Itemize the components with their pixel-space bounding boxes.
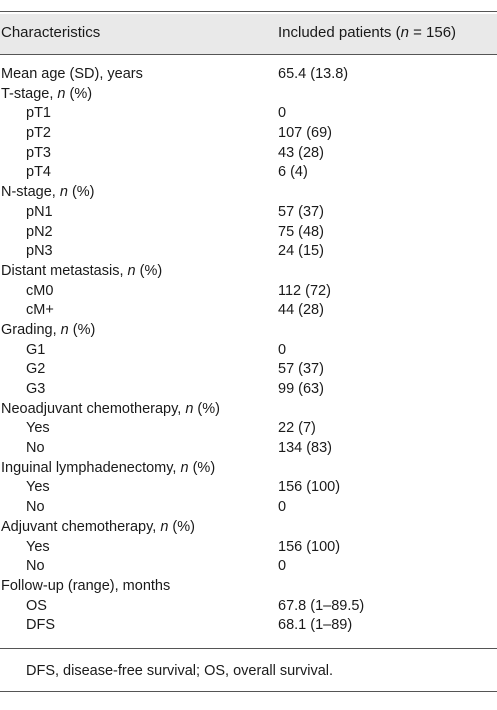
row-label-text: G2 <box>26 361 46 378</box>
row-label-italic: n <box>127 262 136 279</box>
table-row <box>0 557 497 577</box>
row-label <box>26 203 53 223</box>
row-label-text: Distant metastasis, <box>1 262 128 279</box>
table-row <box>0 144 497 164</box>
row-label-suffix: (%) <box>188 459 216 476</box>
row-value: 57 (37) <box>278 361 324 378</box>
row-label <box>26 124 51 144</box>
row-label <box>26 419 50 439</box>
table-row <box>0 282 497 302</box>
row-label-suffix: (%) <box>193 400 220 417</box>
row-label <box>1 262 162 282</box>
row-label <box>1 577 170 597</box>
table-body <box>0 65 497 636</box>
row-label <box>26 439 45 459</box>
row-label-text: Inguinal lymphadenectomy, <box>1 459 181 476</box>
table-top-rule <box>0 11 497 12</box>
row-label-text: pT1 <box>26 105 51 122</box>
table-header-rule <box>0 54 497 55</box>
row-label-suffix: (%) <box>67 184 95 201</box>
row-label-text: Adjuvant chemotherapy, <box>1 518 161 535</box>
row-value: 22 (7) <box>278 420 316 437</box>
row-label-text: pT4 <box>26 164 51 181</box>
table-row <box>0 242 497 262</box>
row-value: 24 (15) <box>278 243 324 260</box>
row-label-text: cM0 <box>26 282 54 299</box>
table-row <box>0 85 497 105</box>
header-text-prefix: Included patients ( <box>278 24 401 41</box>
table-row <box>0 124 497 144</box>
row-label <box>26 282 53 302</box>
row-label-text: No <box>26 440 45 457</box>
row-label <box>26 597 47 617</box>
row-value: 0 <box>278 341 287 358</box>
row-label-italic: n <box>60 321 69 338</box>
row-label-text: G1 <box>26 341 46 358</box>
row-label <box>26 498 45 518</box>
row-value: 75 (48) <box>278 223 324 240</box>
row-value: 99 (63) <box>278 381 324 397</box>
header-text-suffix: = 156) <box>408 24 457 41</box>
row-label-text: Yes <box>26 479 50 496</box>
row-label-text: Mean age (SD), years <box>1 66 143 82</box>
table-row <box>0 163 497 183</box>
row-label-text: pN1 <box>26 203 53 220</box>
row-label <box>26 538 50 558</box>
row-label-suffix: (%) <box>68 321 96 338</box>
row-label-text: Follow-up (range), months <box>1 577 171 594</box>
table-row <box>0 478 497 498</box>
row-label <box>26 104 51 124</box>
table-row <box>0 616 497 636</box>
table-row <box>0 439 497 459</box>
row-value: 134 (83) <box>278 440 333 457</box>
row-label <box>1 85 92 105</box>
row-label <box>26 360 45 380</box>
table-row <box>0 419 497 439</box>
row-label <box>1 459 215 479</box>
row-value: 0 <box>278 558 287 575</box>
row-label <box>26 616 55 636</box>
row-value: 112 (72) <box>278 282 331 299</box>
table-footnote: DFS, disease-free survival; OS, overall survival. <box>26 663 334 679</box>
row-value: 107 (69) <box>278 125 333 142</box>
header-characteristics: Characteristics <box>1 24 101 41</box>
table-row <box>0 301 497 321</box>
table-row <box>0 223 497 243</box>
table-row <box>0 597 497 617</box>
row-label <box>1 400 220 420</box>
table-row <box>0 538 497 558</box>
row-value: 0 <box>278 499 287 516</box>
table-row <box>0 203 497 223</box>
table-row <box>0 459 497 479</box>
table-row <box>0 577 497 597</box>
table-row <box>0 262 497 282</box>
table-row <box>0 360 497 380</box>
row-label <box>1 183 95 203</box>
table-row <box>0 183 497 203</box>
row-value: 6 (4) <box>278 164 308 181</box>
row-value: 68.1 (1–89) <box>278 617 353 634</box>
row-label-italic: n <box>180 459 189 476</box>
row-label-italic: n <box>160 518 169 535</box>
row-value: 43 (28) <box>278 144 324 161</box>
row-label-text: No <box>26 558 45 575</box>
table-row <box>0 380 497 400</box>
header-n-italic: n <box>400 24 409 41</box>
table-row <box>0 104 497 124</box>
row-label <box>26 242 53 262</box>
row-label-italic: n <box>57 85 66 102</box>
row-label <box>1 321 95 341</box>
row-label-italic: n <box>185 400 194 417</box>
row-value: 156 (100) <box>278 479 341 496</box>
row-value: 156 (100) <box>278 538 341 555</box>
header-included-patients <box>278 23 456 43</box>
row-label <box>26 380 45 400</box>
row-label-text: pT2 <box>26 125 51 142</box>
row-label-text: Yes <box>26 420 50 437</box>
table-row <box>0 518 497 538</box>
row-label-text: N-stage, <box>1 184 60 201</box>
table-row <box>0 65 497 85</box>
row-label-suffix: (%) <box>168 518 195 535</box>
table-row <box>0 341 497 361</box>
row-label-suffix: (%) <box>135 262 163 279</box>
row-label <box>26 223 53 243</box>
row-label <box>26 163 51 183</box>
row-label <box>26 557 45 577</box>
row-label-text: DFS <box>26 617 55 634</box>
row-label-italic: n <box>59 184 68 201</box>
row-label <box>1 65 143 85</box>
row-label-text: OS <box>26 597 47 614</box>
row-label <box>26 301 54 321</box>
row-label-suffix: (%) <box>65 85 93 102</box>
row-value: 0 <box>278 105 287 122</box>
row-label-text: Grading, <box>1 321 61 338</box>
row-label-text: pT3 <box>26 144 51 161</box>
footnote-bottom-rule <box>0 691 497 692</box>
row-label-text: G3 <box>26 381 46 397</box>
row-label-text: cM+ <box>26 302 54 319</box>
row-label <box>26 144 51 164</box>
row-value: 65.4 (13.8) <box>278 66 349 82</box>
row-label <box>26 341 45 361</box>
table-row <box>0 400 497 420</box>
row-label-text: pN2 <box>26 223 53 240</box>
row-label-text: T-stage, <box>1 85 58 102</box>
row-label-text: pN3 <box>26 243 53 260</box>
row-label-text: Yes <box>26 538 50 555</box>
table-row <box>0 498 497 518</box>
row-label-text: No <box>26 499 45 516</box>
table-row <box>0 321 497 341</box>
row-value: 44 (28) <box>278 302 324 319</box>
row-value: 57 (37) <box>278 203 324 220</box>
row-label-text: Neoadjuvant chemotherapy, <box>1 400 186 417</box>
row-label <box>1 518 195 538</box>
row-value: 67.8 (1–89.5) <box>278 597 365 614</box>
table-bottom-rule <box>0 648 497 649</box>
row-label <box>26 478 50 498</box>
